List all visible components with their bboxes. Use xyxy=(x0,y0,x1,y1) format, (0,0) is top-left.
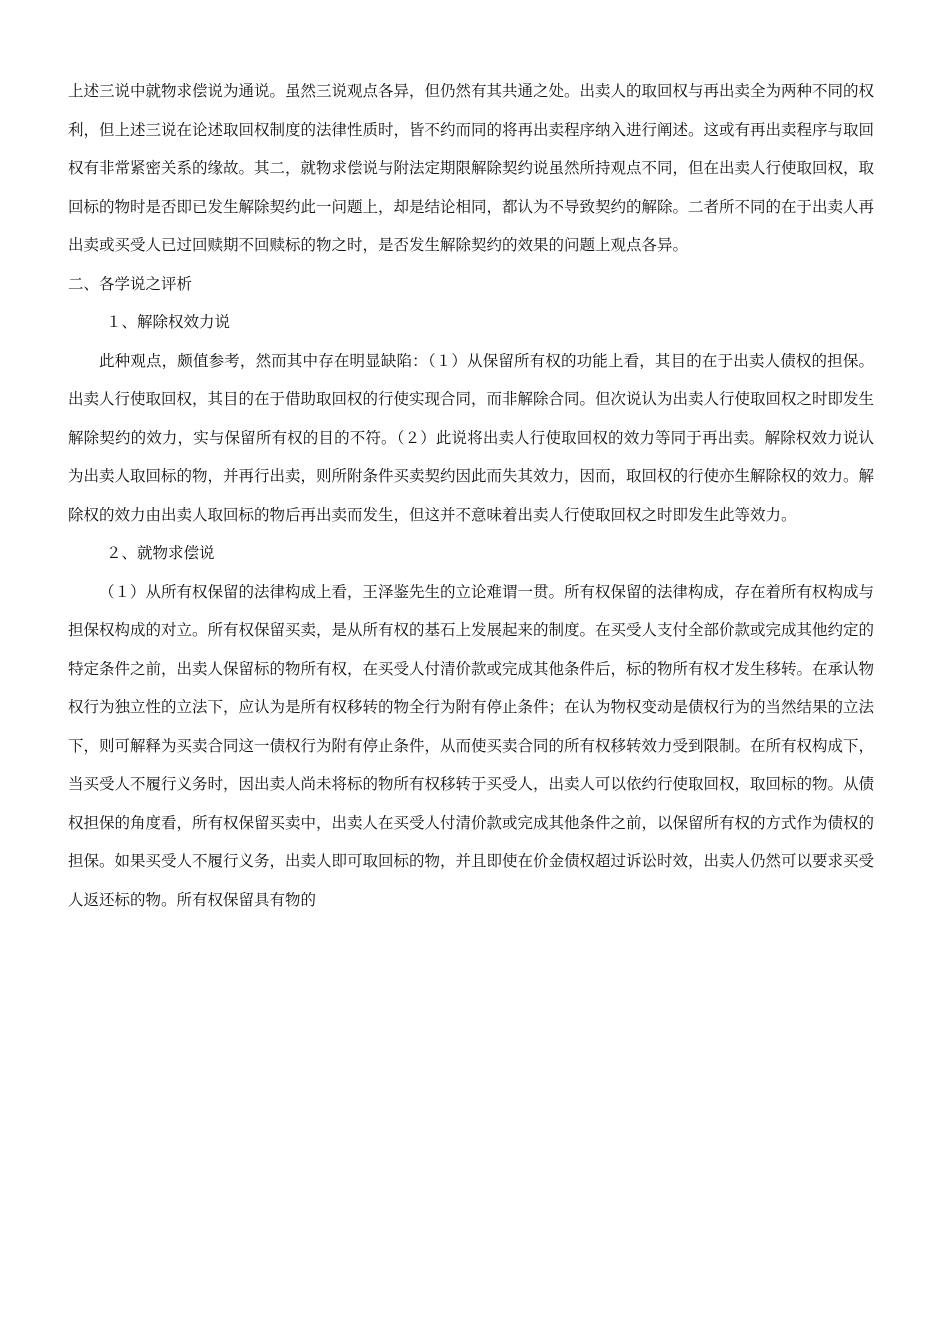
paragraph-common-points: 上述三说中就物求偿说为通说。虽然三说观点各异，但仍然有其共通之处。出卖人的取回权与再出卖全为两种不同的权利，但上述三说在论述取回权制度的法律性质时，皆不约而同的将再出卖程序纳入进行阐述。这或有再出卖程序与取回权有非常紧密关系的缘故。其二，就物求偿说与附法定期限解除契约说虽然所持观点不同，但在出卖人行使取回权，取回标的物时是否即已发生解除契约此一问题上，却是结论相同，都认为不导致契约的解除。二者所不同的在于出卖人再出卖或买受人已过回赎期不回赎标的物之时，是否发生解除契约的效果的问题上观点各异。 xyxy=(68,82,875,254)
paragraph-ownership-structure: （１）从所有权保留的法律构成上看，王泽鉴先生的立论难谓一贯。所有权保留的法律构成，存在着所有权构成与担保权构成的对立。所有权保留买卖，是从所有权的基石上发展起来的制度。在买受人支付全部价款或完成其他约定的特定条件之前，出卖人保留标的物所有权，在买受人付清价款或完成其他条件后，标的物所有权才发生移转。在承认物权行为独立性的立法下，应认为是所有权移转的物全行为附有停止条件；在认为物权变动是债权行为的当然结果的立法下，则可解释为买卖合同这一债权行为附有停止条件，从而使买卖合同的所有权移转效力受到限制。在所有权构成下，当买受人不履行义务时，因出卖人尚未将标的物所有权移转于买受人，出卖人可以依约行使取回权，取回标的物。从债权担保的角度看，所有权保留买卖中，出卖人在买受人付清价款或完成其他条件之前，以保留所有权的方式作为债权的担保。如果买受人不履行义务，出卖人即可取回标的物，并且即使在价金债权超过诉讼时效，出卖人仍然可以要求买受人返还标的物。所有权保留具有物的 xyxy=(68,582,875,909)
subsection-heading-claim-on-object: ２、就物求偿说 xyxy=(106,544,215,562)
paragraph-rescission-critique: 此种观点，颇值参考，然而其中存在明显缺陷：（１）从保留所有权的功能上看，其目的在于出卖人债权的担保。出卖人行使取回权，其目的在于借助取回权的行使实现合同，而非解除合同。但次说认为出卖人行使取回权之时即发生解除契约的效力，实与保留所有权的目的不符。（２）此说将出卖人行使取回权的效力等同于再出卖。解除权效力说认为出卖人取回标的物，并再行出卖，则所附条件买卖契约因此而失其效力，因而，取回权的行使亦生解除权的效力。解除权的效力由出卖人取回标的物后再出卖而发生，但这并不意味着出卖人行使取回权之时即发生此等效力。 xyxy=(68,351,875,524)
subsection-heading-rescission-effect: １、解除权效力说 xyxy=(106,313,231,331)
section-heading-evaluation: 二、各学说之评析 xyxy=(68,274,193,293)
document-page xyxy=(68,72,874,919)
